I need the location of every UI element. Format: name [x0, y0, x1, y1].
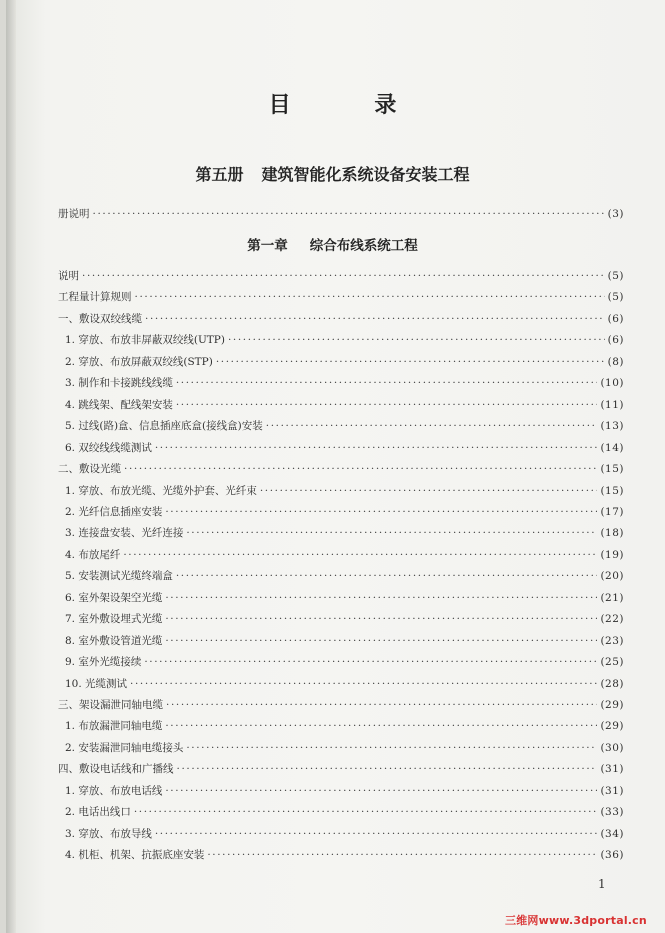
toc-entry[interactable] — [65, 677, 624, 691]
toc-entry[interactable] — [65, 827, 624, 841]
toc-entry-label: 2. 穿放、布放屏蔽双绞线(STP) — [65, 356, 213, 368]
dot-leader — [145, 312, 605, 326]
chapter-part: 第一章 — [247, 238, 288, 254]
dot-leader — [130, 677, 597, 691]
dot-leader — [260, 484, 598, 498]
toc-entry-label: 2. 电话出线口 — [65, 806, 131, 818]
page-number: 1 — [598, 877, 606, 891]
toc-entry[interactable] — [65, 784, 624, 798]
toc-entry[interactable] — [65, 505, 624, 519]
dot-leader — [165, 612, 597, 626]
dot-leader — [207, 848, 597, 862]
dot-leader — [134, 805, 598, 819]
toc-entry[interactable] — [58, 762, 624, 776]
toc-title: 目 录 — [268, 92, 435, 118]
toc-entry[interactable] — [58, 290, 624, 304]
toc-entry[interactable] — [58, 698, 624, 712]
toc-entry-label: 说明 — [58, 270, 79, 282]
dot-leader — [124, 462, 597, 476]
toc-entry-page: (15) — [600, 463, 624, 475]
toc-entry-page: (20) — [600, 570, 624, 582]
toc-entry[interactable] — [58, 462, 624, 476]
toc-entry[interactable] — [65, 398, 624, 412]
toc-entry-page: (31) — [600, 763, 624, 775]
toc-entry-label: 5. 过线(路)盒、信息插座底盒(接线盒)安装 — [65, 420, 263, 432]
volume-name: 建筑智能化系统设备安装工程 — [261, 165, 470, 184]
toc-entry-label: 10. 光缆测试 — [65, 678, 128, 690]
toc-entry-page: (29) — [600, 720, 624, 732]
toc-entry-page: (28) — [600, 678, 624, 690]
toc-entry[interactable] — [65, 441, 624, 455]
toc-entry[interactable] — [65, 805, 624, 819]
toc-entry-label: 1. 穿放、布放光缆、光缆外护套、光纤束 — [65, 485, 257, 497]
toc-entry-label: 4. 跳线架、配线架安装 — [65, 399, 173, 411]
dot-leader — [165, 634, 597, 648]
toc-entry[interactable] — [65, 612, 624, 626]
toc-entry-page: (3) — [607, 208, 624, 220]
toc-entry-label: 二、敷设光缆 — [58, 463, 121, 475]
toc-entry-label: 3. 制作和卡接跳线线缆 — [65, 377, 173, 389]
dot-leader — [216, 355, 605, 369]
toc-entry-page: (36) — [600, 849, 624, 861]
toc-entry-label: 工程量计算规则 — [58, 291, 132, 303]
toc-entry-page: (19) — [600, 549, 624, 561]
toc-entry-label: 3. 穿放、布放导线 — [65, 828, 152, 840]
toc-entry-page: (8) — [607, 356, 624, 368]
dot-leader — [186, 526, 597, 540]
dot-leader — [135, 290, 605, 304]
toc-entry-label: 6. 双绞线线缆测试 — [65, 442, 152, 454]
toc-entry-label: 5. 安装测试光缆终端盒 — [65, 570, 173, 582]
toc-entry-label: 三、架设漏泄同轴电缆 — [58, 699, 163, 711]
toc-entry-label: 1. 穿放、布放非屏蔽双绞线(UTP) — [65, 334, 225, 346]
dot-leader — [176, 398, 598, 412]
toc-entry[interactable] — [58, 269, 624, 283]
toc-entry[interactable] — [65, 548, 624, 562]
dot-leader — [266, 419, 598, 433]
toc-entry-label: 1. 布放漏泄同轴电缆 — [65, 720, 163, 732]
toc-entry-label: 3. 连接盘安装、光纤连接 — [65, 527, 184, 539]
toc-entry-label: 一、敷设双绞线缆 — [58, 313, 142, 325]
toc-entry-page: (17) — [600, 506, 624, 518]
dot-leader — [123, 548, 597, 562]
toc-entry[interactable] — [65, 741, 624, 755]
toc-entry-label: 4. 机柜、机架、抗振底座安装 — [65, 849, 205, 861]
toc-entry[interactable] — [65, 484, 624, 498]
toc-entry-page: (11) — [600, 399, 624, 411]
dot-leader — [93, 207, 605, 221]
toc-entry[interactable] — [58, 312, 624, 326]
toc-entry[interactable] — [65, 526, 624, 540]
dot-leader — [165, 784, 597, 798]
toc-entry-label: 册说明 — [58, 208, 90, 220]
toc-entry-page: (5) — [607, 291, 624, 303]
chapter-heading — [0, 234, 665, 254]
toc-entry-label: 四、敷设电话线和广播线 — [58, 763, 174, 775]
toc-entry[interactable] — [65, 848, 624, 862]
toc-entry-label: 4. 布放尾纤 — [65, 549, 121, 561]
dot-leader — [144, 655, 597, 669]
dot-leader — [176, 376, 598, 390]
toc-entry-page: (18) — [600, 527, 624, 539]
toc-entry-page: (23) — [600, 635, 624, 647]
chapter-name: 综合布线系统工程 — [309, 238, 418, 254]
toc-entry-page: (14) — [600, 442, 624, 454]
dot-leader — [165, 719, 597, 733]
toc-entry-page: (10) — [600, 377, 624, 389]
dot-leader — [82, 269, 605, 283]
toc-entry-page: (29) — [600, 699, 624, 711]
toc-entry-label: 6. 室外架设架空光缆 — [65, 592, 163, 604]
dot-leader — [165, 505, 597, 519]
toc-entry-page: (25) — [600, 656, 624, 668]
dot-leader — [155, 441, 598, 455]
toc-entry-page: (5) — [607, 270, 624, 282]
toc-entry[interactable] — [65, 719, 624, 733]
toc-entry-label: 2. 光纤信息插座安装 — [65, 506, 163, 518]
toc-entry-label: 8. 室外敷设管道光缆 — [65, 635, 163, 647]
toc-entry-page: (34) — [600, 828, 624, 840]
toc-entry-page: (31) — [600, 785, 624, 797]
toc-entry-page: (6) — [607, 334, 624, 346]
toc-entry[interactable] — [65, 569, 624, 583]
toc-entry-page: (13) — [600, 420, 624, 432]
toc-entry-label: 9. 室外光缆接续 — [65, 656, 142, 668]
dot-leader — [166, 698, 597, 712]
volume-heading — [0, 162, 665, 185]
toc-entry-label: 2. 安装漏泄同轴电缆接头 — [65, 742, 184, 754]
toc-entry[interactable] — [65, 634, 624, 648]
dot-leader — [177, 762, 598, 776]
site-watermark: 三维网www.3dportal.cn — [505, 914, 647, 927]
dot-leader — [176, 569, 598, 583]
toc-entry-page: (6) — [607, 313, 624, 325]
toc-entry-page: (21) — [600, 592, 624, 604]
dot-leader — [228, 333, 605, 347]
toc-entry-page: (33) — [600, 806, 624, 818]
page-binding-shadow — [6, 0, 16, 933]
toc-entry[interactable] — [65, 419, 624, 433]
volume-part: 第五册 — [195, 165, 244, 184]
dot-leader — [155, 827, 598, 841]
toc-entry-page: (22) — [600, 613, 624, 625]
toc-entry-label: 1. 穿放、布放电话线 — [65, 785, 163, 797]
toc-entry[interactable] — [65, 655, 624, 669]
dot-leader — [165, 591, 597, 605]
toc-entry-volume-note[interactable] — [58, 207, 624, 221]
toc-entry-page: (30) — [600, 742, 624, 754]
toc-entry[interactable] — [65, 333, 624, 347]
toc-entry[interactable] — [65, 376, 624, 390]
dot-leader — [186, 741, 597, 755]
toc-entry[interactable] — [65, 591, 624, 605]
toc-entry[interactable] — [65, 355, 624, 369]
toc-entry-page: (15) — [600, 485, 624, 497]
toc-entry-label: 7. 室外敷设埋式光缆 — [65, 613, 163, 625]
